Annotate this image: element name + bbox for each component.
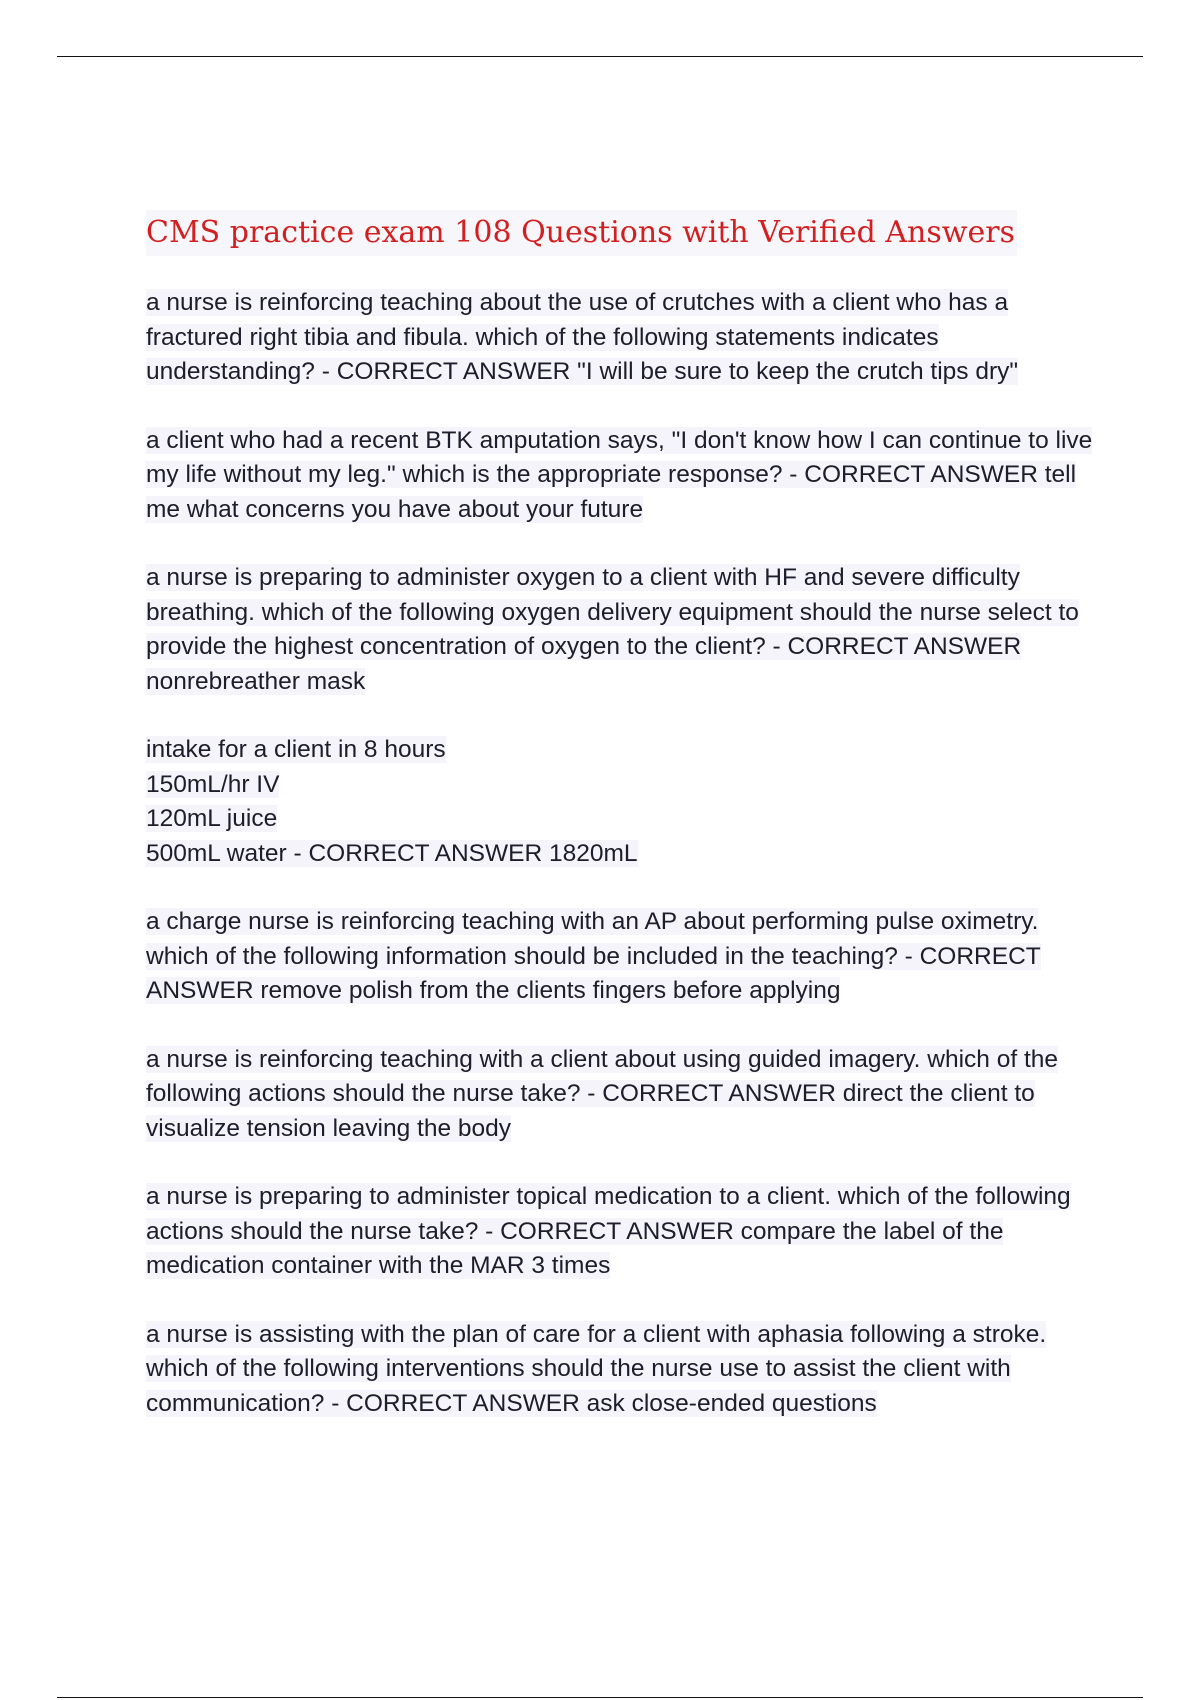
qa-item	[146, 424, 1096, 528]
footer-rule	[57, 1697, 1143, 1698]
qa-text: a nurse is reinforcing teaching about the use of crutches with a client who has a fractured right tibia and fibula. which of the following statements indicates understanding? - CORRECT ANSWER "I will be sure to keep the crutch tips dry"	[146, 289, 1019, 385]
qa-line: 150mL/hr IV	[146, 770, 280, 798]
qa-item	[146, 286, 1096, 390]
qa-line: 120mL juice	[146, 805, 278, 832]
qa-item	[146, 1318, 1096, 1422]
qa-text: a nurse is assisting with the plan of care for a client with aphasia following a stroke. which of the following interventions should the nurse use to assist the client with communication? - CORRECT ANSWER ask close-ended questions	[146, 1320, 1047, 1417]
document-title: CMS practice exam 108 Questions with Verified Answers	[146, 210, 1017, 256]
qa-item-intake	[146, 733, 1096, 871]
qa-line: intake for a client in 8 hours	[146, 736, 446, 763]
qa-text: a nurse is preparing to administer oxygen to a client with HF and severe difficulty breathing. which of the following oxygen delivery equipment should the nurse select to provide the highest concentration of oxygen to the client? - CORRECT ANSWER nonrebreather mask	[146, 564, 1079, 695]
qa-text: a nurse is reinforcing teaching with a client about using guided imagery. which of the following actions should the nurse take? - CORRECT ANSWER direct the client to visualize tension leaving the body	[146, 1045, 1059, 1142]
qa-line: 500mL water - CORRECT ANSWER 1820mL	[146, 839, 638, 867]
qa-item	[146, 561, 1096, 699]
qa-text: a client who had a recent BTK amputation says, "I don't know how I can continue to live my life without my leg." which is the appropriate response? - CORRECT ANSWER tell me what concerns you have about your future	[146, 426, 1093, 523]
qa-item	[146, 905, 1096, 1009]
document-body	[146, 210, 1096, 1455]
header-rule	[57, 56, 1143, 57]
qa-item	[146, 1180, 1096, 1284]
qa-text: a charge nurse is reinforcing teaching with an AP about performing pulse oximetry. which of the following information should be included in the teaching? - CORRECT ANSWER remove polish from the clients fingers before applying	[146, 908, 1041, 1004]
qa-item	[146, 1043, 1096, 1147]
qa-text: a nurse is preparing to administer topical medication to a client. which of the following actions should the nurse take? - CORRECT ANSWER compare the label of the medication container with the MAR 3 times	[146, 1183, 1071, 1279]
